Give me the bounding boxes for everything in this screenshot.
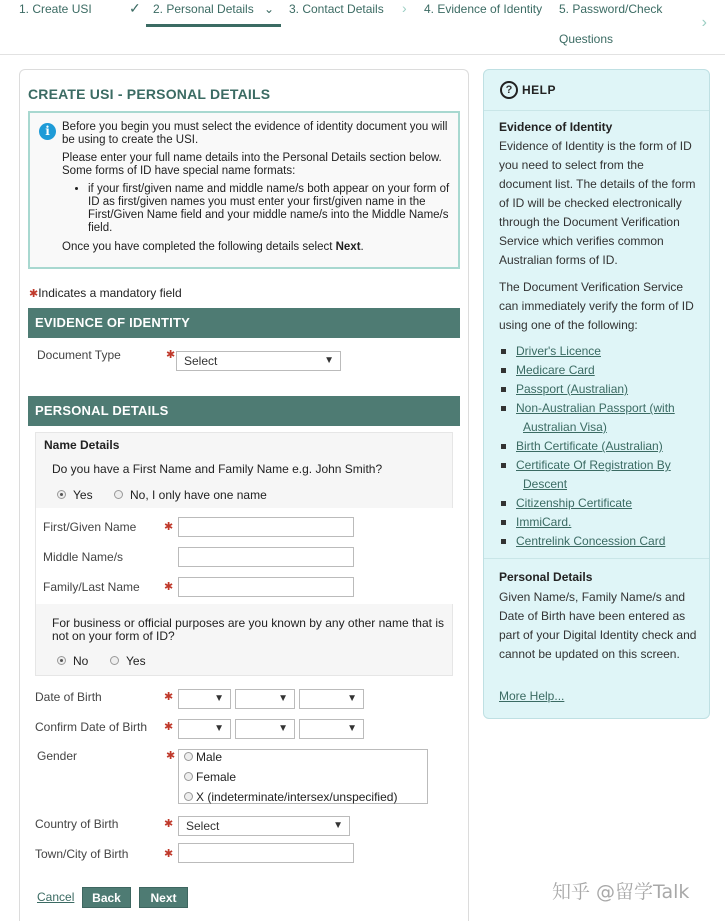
family-name-input[interactable] — [178, 577, 354, 597]
watermark: 知乎 @留学Talk — [552, 881, 690, 903]
confirm-dob-day-select[interactable] — [178, 719, 231, 739]
help-title: HELP — [522, 83, 557, 97]
required-star-icon: ✱ — [164, 521, 174, 533]
help-link-text[interactable]: Non-Australian Passport (with — [516, 401, 675, 415]
required-star-icon: ✱ — [166, 750, 176, 762]
radio-no-one-name[interactable] — [114, 490, 123, 499]
town-of-birth-label: Town/City of Birth — [35, 847, 129, 861]
form-panel — [19, 69, 469, 921]
name-details-panel — [35, 432, 453, 676]
info-text-3 — [62, 241, 450, 254]
active-step-indicator — [146, 24, 281, 27]
caret-down-icon: ▼ — [324, 355, 334, 366]
help-link-text[interactable]: Certificate Of Registration By — [516, 458, 671, 472]
help-link-text[interactable]: Centrelink Concession Card — [516, 534, 666, 548]
confirm-dob-year-select[interactable] — [299, 719, 364, 739]
step-password-check[interactable]: 5. Password/Check — [559, 2, 663, 16]
back-button[interactable]: Back — [82, 887, 131, 908]
radio-gender-male[interactable] — [184, 752, 193, 761]
chevron-right-icon[interactable]: › — [701, 14, 707, 31]
help-eoi-heading: Evidence of Identity — [499, 120, 613, 134]
caret-down-icon: ▼ — [214, 693, 224, 704]
info-icon: i — [39, 123, 56, 140]
info-text-2: Please enter your full name details into the Personal Details section below. Some forms of ID have special name formats: — [62, 152, 442, 177]
question-first-family-name: Do you have a First Name and Family Name e.g. John Smith? — [52, 462, 383, 476]
first-name-input[interactable] — [178, 517, 354, 537]
radio-gender-x[interactable] — [184, 792, 193, 801]
page-title: CREATE USI - PERSONAL DETAILS — [28, 86, 271, 102]
check-icon: ✓ — [129, 0, 141, 16]
help-link-text-cont[interactable]: Australian Visa) — [523, 420, 607, 434]
gender-female-label: Female — [196, 770, 237, 784]
section-heading-personal: PERSONAL DETAILS — [28, 396, 460, 426]
dob-label: Date of Birth — [35, 690, 102, 704]
chevron-right-icon: › — [402, 0, 407, 16]
help-link-drivers-licence[interactable] — [499, 342, 704, 361]
country-of-birth-select[interactable] — [178, 816, 350, 836]
radio-other-name-yes-label: Yes — [126, 654, 146, 668]
name-fields — [36, 508, 454, 604]
mandatory-note-text: Indicates a mandatory field — [38, 286, 182, 300]
question-other-name: For business or official purposes are you known by any other name that is not on your form of ID? — [52, 616, 444, 643]
radio-yes-label: Yes — [73, 488, 93, 502]
info-text-3-bold: Next — [335, 241, 361, 253]
town-of-birth-input[interactable] — [178, 843, 354, 863]
confirm-dob-label: Confirm Date of Birth — [35, 720, 148, 734]
help-link-medicare-card[interactable] — [499, 361, 704, 380]
required-star-icon: ✱ — [164, 848, 174, 860]
dob-day-select[interactable] — [178, 689, 231, 709]
progress-steps — [0, 0, 725, 55]
help-link-text-cont[interactable]: Descent — [523, 477, 568, 491]
help-link-immicard[interactable] — [499, 513, 704, 532]
dob-year-select[interactable] — [299, 689, 364, 709]
caret-down-icon: ▼ — [278, 723, 288, 734]
required-star-icon: ✱ — [164, 721, 174, 733]
help-link-passport-australian[interactable] — [499, 380, 704, 399]
dob-month-select[interactable] — [235, 689, 295, 709]
radio-gender-female[interactable] — [184, 772, 193, 781]
help-id-list — [499, 342, 704, 551]
divider — [484, 110, 709, 111]
info-text-3-suffix: . — [360, 241, 364, 253]
step-contact-details[interactable]: 3. Contact Details — [289, 2, 384, 16]
required-star-icon: ✱ — [166, 349, 176, 361]
step-evidence-of-identity[interactable]: 4. Evidence of Identity — [424, 2, 543, 16]
required-star-icon: ✱ — [164, 581, 174, 593]
help-pd-heading: Personal Details — [499, 570, 593, 584]
required-star-icon: ✱ — [164, 691, 174, 703]
document-type-value: Select — [184, 354, 218, 368]
radio-yes[interactable] — [57, 490, 66, 499]
help-link-text[interactable]: Passport (Australian) — [516, 382, 629, 396]
cancel-link[interactable]: Cancel — [37, 890, 75, 904]
divider — [484, 558, 709, 559]
family-name-label: Family/Last Name — [43, 580, 140, 594]
help-link-birth-certificate[interactable] — [499, 437, 704, 456]
section-heading-evidence: EVIDENCE OF IDENTITY — [28, 308, 460, 338]
country-of-birth-value: Select — [186, 819, 220, 833]
radio-other-name-yes[interactable] — [110, 656, 119, 665]
gender-x-label: X (indeterminate/intersex/unspecified) — [196, 790, 398, 804]
gender-male-label: Male — [196, 750, 223, 764]
help-link-text[interactable]: Citizenship Certificate — [516, 496, 633, 510]
document-type-select[interactable] — [176, 351, 341, 371]
info-text-3-prefix: Once you have completed the following details select — [62, 241, 336, 253]
info-list — [62, 183, 450, 235]
step-password-check-line2: Questions — [559, 32, 614, 46]
help-link-non-australian-passport[interactable] — [499, 399, 704, 437]
radio-no-one-name-label: No, I only have one name — [130, 488, 267, 502]
document-type-label: Document Type — [37, 348, 121, 362]
help-eoi-text: Evidence of Identity is the form of ID you need to select from the document list. The details of the form of ID will be checked electronically through the Document Verification Service which verifies common Australian forms of ID. — [499, 139, 696, 267]
step-personal-details[interactable]: 2. Personal Details — [153, 2, 254, 16]
help-question-icon: ? — [500, 81, 518, 99]
help-link-certificate-registration-descent[interactable] — [499, 456, 704, 494]
caret-down-icon: ▼ — [214, 723, 224, 734]
help-link-text[interactable]: ImmiCard. — [516, 515, 572, 529]
help-pd-text: Given Name/s, Family Name/s and Date of Birth have been entered as part of your Digital Identity check and cannot be updated on this screen. — [499, 590, 697, 661]
caret-down-icon: ▼ — [278, 693, 288, 704]
gender-options — [178, 749, 428, 804]
country-of-birth-label: Country of Birth — [35, 817, 119, 831]
help-link-text[interactable]: Medicare Card — [516, 363, 595, 377]
caret-down-icon: ▼ — [347, 693, 357, 704]
step-create-usi[interactable]: 1. Create USI — [19, 2, 92, 16]
info-box — [28, 111, 460, 269]
chevron-down-icon: ⌄ — [264, 2, 275, 16]
required-star-icon: ✱ — [164, 818, 174, 830]
name-details-heading: Name Details — [44, 438, 120, 452]
next-button[interactable]: Next — [139, 887, 188, 908]
confirm-dob-month-select[interactable] — [235, 719, 295, 739]
caret-down-icon: ▼ — [347, 723, 357, 734]
required-star-icon: ✱ — [29, 288, 39, 300]
help-panel — [483, 69, 710, 719]
help-dvs-text: The Document Verification Service can immediately verify the form of ID using one of the following: — [499, 280, 694, 332]
radio-other-name-no-label: No — [73, 654, 89, 668]
help-link-centrelink-card[interactable] — [499, 532, 704, 551]
help-link-text[interactable]: Birth Certificate (Australian) — [516, 439, 663, 453]
info-text-1: Before you begin you must select the evidence of identity document you will be using to create the USI. — [62, 121, 448, 146]
gender-label: Gender — [37, 749, 78, 763]
caret-down-icon: ▼ — [333, 820, 343, 831]
help-link-citizenship-certificate[interactable] — [499, 494, 704, 513]
middle-name-input[interactable] — [178, 547, 354, 567]
first-name-label: First/Given Name — [43, 520, 137, 534]
mandatory-note — [29, 286, 182, 300]
info-list-item: • if your first/given name and middle name/s both appear on your form of ID as first/given names you must enter your first/given name in the First/Given Name field and your middle name/s into the Middle Name/s field. — [88, 183, 450, 235]
help-link-text[interactable]: Driver's Licence — [516, 344, 601, 358]
more-help-link[interactable]: More Help... — [499, 689, 565, 703]
radio-other-name-no[interactable] — [57, 656, 66, 665]
middle-name-label: Middle Name/s — [43, 550, 124, 564]
